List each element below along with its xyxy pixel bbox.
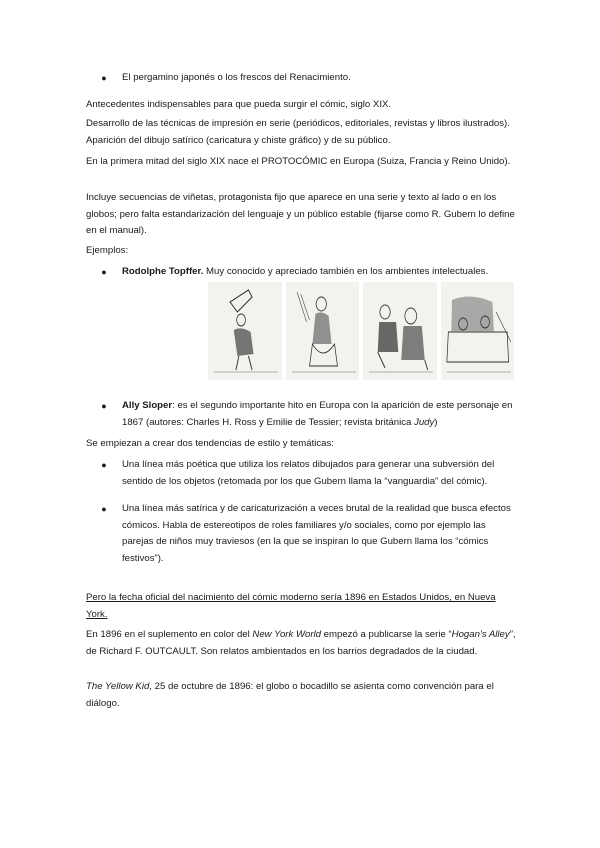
hogans-text-c: ”, de Richard F. OUTCAULT. Son relatos ambientados en los barrios degradados de la ciudad.	[86, 629, 516, 657]
hogans-text-b: empezó a publicarse la serie “	[321, 629, 452, 640]
illustration-panel-2	[286, 282, 360, 380]
hogans-alley-title: Hogan's Alley	[451, 629, 510, 640]
yellow-kid-title: The Yellow Kid	[86, 681, 150, 692]
bullet-icon: ●	[101, 504, 107, 514]
topffer-illustration	[208, 282, 514, 380]
paragraph-fecha-oficial: Pero la fecha oficial del nacimiento del cómic moderno sería 1896 en Estados Unidos, en Nueva York.	[86, 592, 496, 620]
paragraph-hogans-alley	[86, 627, 518, 660]
yellow-kid-text: , 25 de octubre de 1896: el globo o bocadillo se asienta como convención para el diálogo.	[86, 681, 494, 709]
bullet-text	[122, 398, 518, 431]
paragraph-desarrollo: Desarrollo de las técnicas de impresión en serie (periódicos, editoriales, revistas y libros ilustrados). Aparición del dibujo satírico (caricatura y chiste gráfico) y de su público.	[86, 118, 510, 146]
topffer-desc: Muy conocido y apreciado también en los ambientes intelectuales.	[203, 266, 489, 277]
paragraph-yellow-kid	[86, 679, 518, 712]
paragraph-protocomic: En la primera mitad del siglo XIX nace el PROTOCÓMIC en Europa (Suiza, Francia y Reino Unido).	[86, 156, 511, 167]
ally-sloper-desc: : es el segundo importante hito en Europa con la aparición de este personaje en 1867 (autores: Charles H. Ross y Emilie de Tessier; revista británica	[122, 400, 513, 428]
bullet-item-linea-satirica	[101, 501, 518, 567]
bullet-icon: ●	[101, 73, 107, 83]
ally-sloper-end: )	[434, 416, 438, 428]
bullet-icon: ●	[101, 460, 107, 470]
ally-sloper-name: Ally Sloper	[122, 400, 173, 411]
illustration-panel-1	[208, 282, 282, 380]
hogans-text-a: En 1896 en el suplemento en color del	[86, 629, 253, 640]
paragraph-incluye: Incluye secuencias de viñetas, protagonista fijo que aparece en una serie y texto al lado o en los globos; pero falta estandarización del lenguaje y un público estable (fijarse como R. Gubern lo define en el manual).	[86, 192, 515, 236]
bullet-text: El pergamino japonés o los frescos del Renacimiento.	[122, 72, 351, 83]
bullet-item-ally-sloper	[101, 398, 518, 431]
bullet-item-pergamino	[101, 70, 518, 87]
bullet-text: Una línea más satírica y de caricaturización a veces brutal de la realidad que busca efectos cómicos. Habla de estereotipos de roles familiares y/o sociales, como por ejemplo las parejas de niños muy traviesos (en la que se inspiran lo que Gubern llama los “cómics festivos”).	[122, 503, 511, 564]
bullet-icon: ●	[101, 267, 107, 277]
paragraph-ejemplos: Ejemplos:	[86, 245, 129, 256]
new-york-world-title: New York World	[252, 629, 322, 640]
bullet-text	[122, 264, 518, 281]
bullet-item-topffer	[101, 264, 518, 281]
bullet-item-linea-poetica	[101, 457, 518, 490]
paragraph-antecedentes: Antecedentes indispensables para que pueda surgir el cómic, siglo XIX.	[86, 99, 392, 110]
illustration-panel-4	[441, 282, 515, 380]
illustration-panel-3	[363, 282, 437, 380]
bullet-text: Una línea más poética que utiliza los relatos dibujados para generar una subversión del sentido de los objetos (retomada por los que Gubern llama la “vanguardia” del cómic).	[122, 459, 495, 487]
judy-title: Judy	[414, 416, 435, 428]
topffer-name: Rodolphe Topffer.	[122, 266, 204, 277]
bullet-icon: ●	[101, 401, 107, 411]
paragraph-tendencias: Se empiezan a crear dos tendencias de estilo y temáticas:	[86, 438, 334, 449]
